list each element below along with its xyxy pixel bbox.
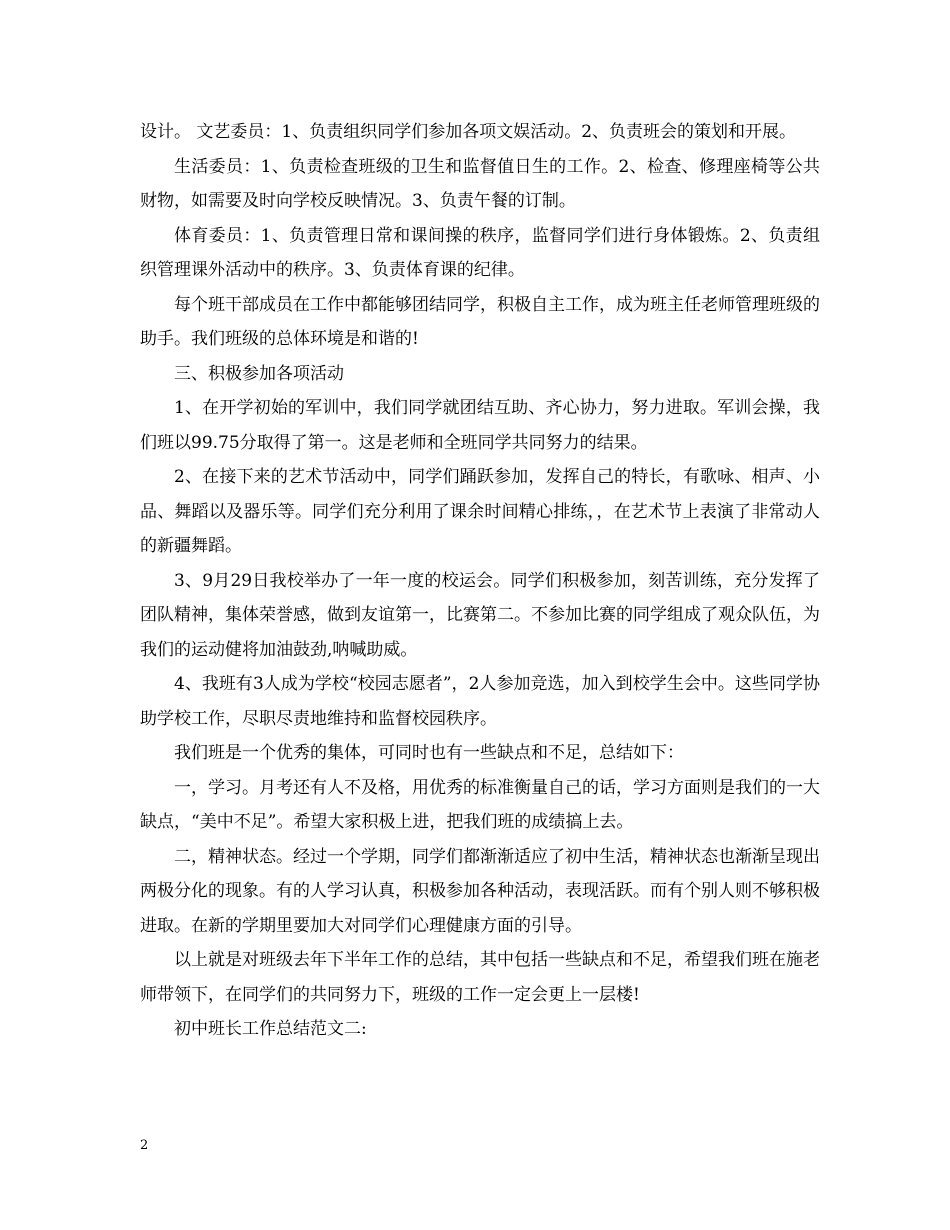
paragraph-2: 生活委员：1、负责检查班级的卫生和监督值日生的工作。2、检查、修理座椅等公共财物，如需要及时向学校反映情况。3、负责午餐的订制。 [140,156,820,211]
paragraph-7: 2、在接下来的艺术节活动中，同学们踊跃参加，发挥自己的特长，有歌咏、相声、小品、舞蹈以及器乐等。同学们充分利用了课余时间精心排练，，在艺术节上表演了非常动人的新疆舞蹈。 [140,467,820,556]
paragraph-13: 以上就是对班级去年下半年工作的总结，其中包括一些缺点和不足，希望我们班在施老师带领下，在同学们的共同努力下，班级的工作一定会更上一层楼! [140,950,820,1005]
document-body [140,115,820,1047]
paragraph-4: 每个班干部成员在工作中都能够团结同学，积极自主工作，成为班主任老师管理班级的助手。我们班级的总体环境是和谐的! [140,294,820,349]
section-heading: 三、积极参加各项活动 [174,363,344,384]
paragraph-8: 3、9月29日我校举办了一年一度的校运会。同学们积极参加，刻苦训练，充分发挥了团队精神，集体荣誉感，做到友谊第一，比赛第二。不参加比赛的同学组成了观众队伍，为我们的运动健将加油鼓劲,呐喊助威。 [140,570,820,660]
page-number: 2 [140,1138,149,1153]
paragraph-1: 设计。 文艺委员：1、负责组织同学们参加各项文娱活动。2、负责班会的策划和开展。 [140,122,797,142]
paragraph-12: 二，精神状态。经过一个学期，同学们都渐渐适应了初中生活，精神状态也渐渐呈现出两极分化的现象。有的人学习认真，积极参加各种活动，表现活跃。而有个别人则不够积极进取。在新的学期里要加大对同学们心理健康方面的引导。 [140,846,820,936]
subheading-sample-two: 初中班长工作总结范文二: [174,1019,367,1039]
paragraph-11: 一，学习。月考还有人不及格，用优秀的标准衡量自己的话，学习方面则是我们的一大缺点，“美中不足”。希望大家积极上进，把我们班的成绩搞上去。 [140,777,820,832]
paragraph-6: 1、在开学初始的军训中，我们同学就团结互助、齐心协力，努力进取。军训会操，我们班以99.75分取得了第一。这是老师和全班同学共同努力的结果。 [140,398,820,453]
paragraph-3: 体育委员：1、负责管理日常和课间操的秩序，监督同学们进行身体锻炼。2、负责组织管理课外活动中的秩序。3、负责体育课的纪律。 [140,225,820,280]
paragraph-9: 4、我班有3人成为学校“校园志愿者”，2人参加竞选，加入到校学生会中。这些同学协助学校工作，尽职尽责地维持和监督校园秩序。 [140,674,820,729]
paragraph-10: 我们班是一个优秀的集体，可同时也有一些缺点和不足，总结如下： [174,743,684,763]
